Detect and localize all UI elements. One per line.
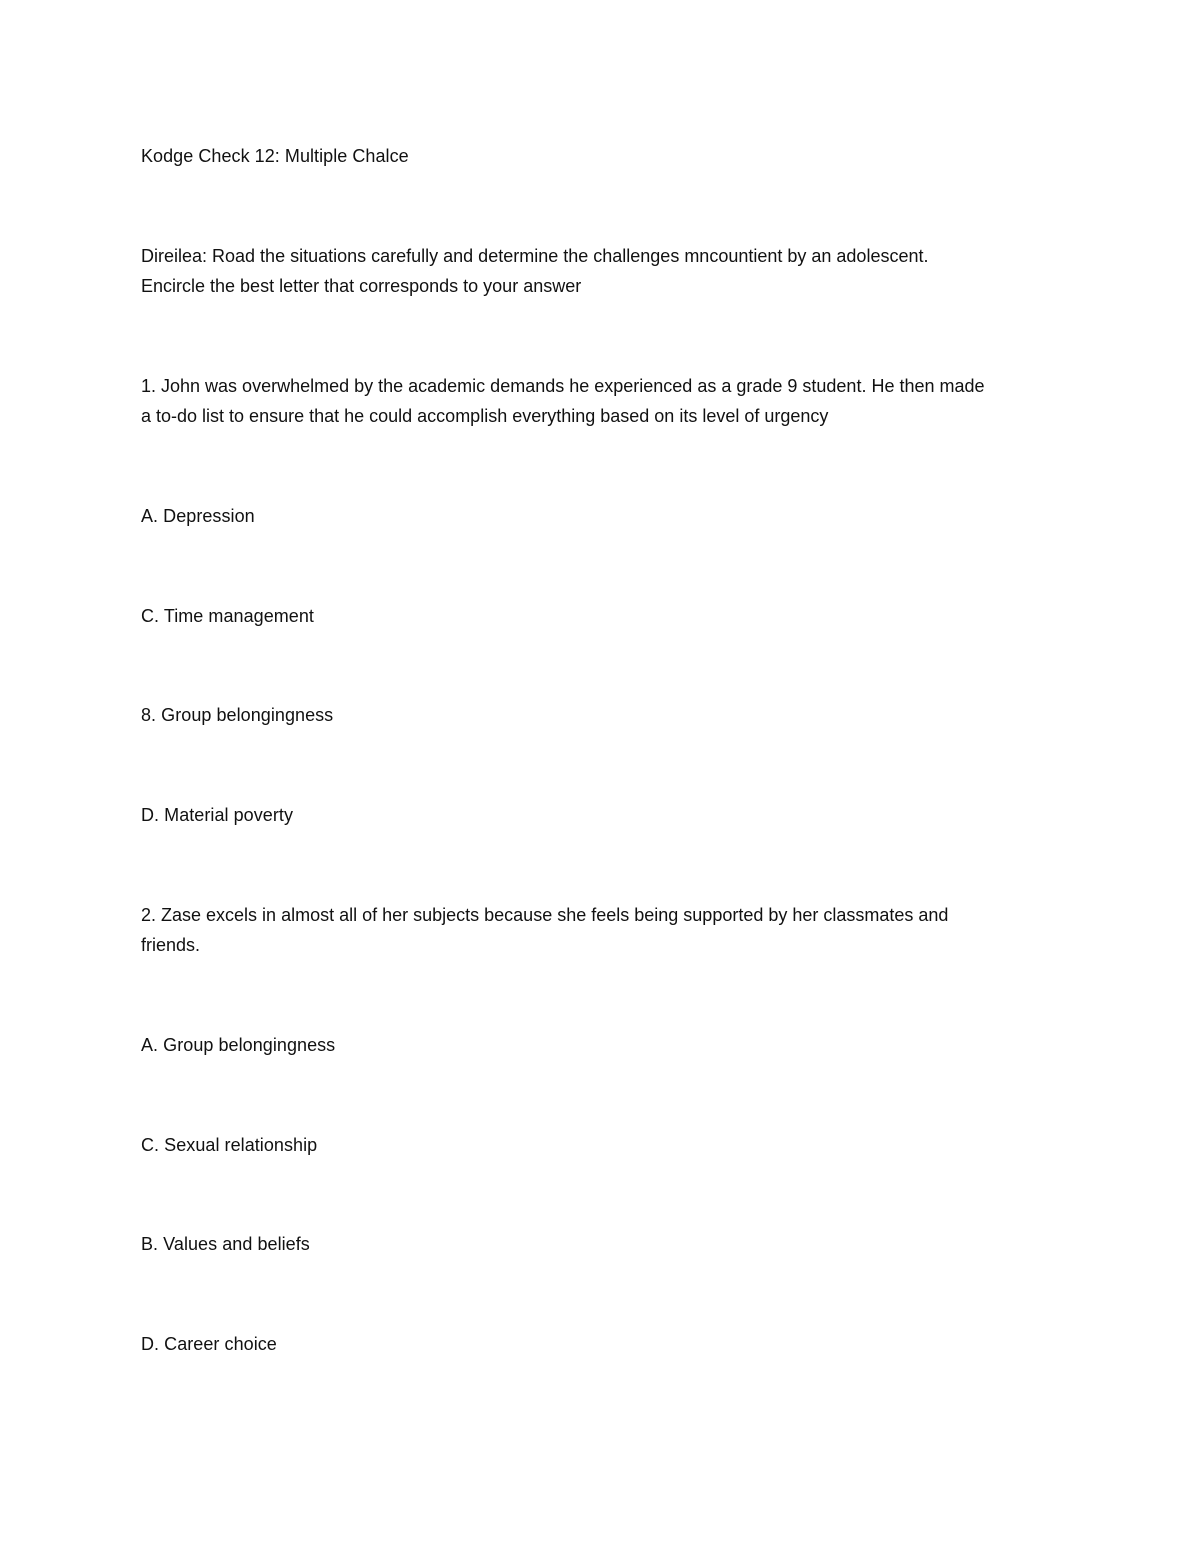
question-1-option[interactable]: C. Time management xyxy=(141,606,314,626)
directions-line-1: Direilea: Road the situations carefully and determine the challenges mncountient by an adolescent. xyxy=(141,246,929,266)
document-title: Kodge Check 12: Multiple Chalce xyxy=(141,146,409,166)
question-2-stem-line-1: 2. Zase excels in almost all of her subjects because she feels being supported by her classmates and xyxy=(141,905,949,925)
question-1-option[interactable]: D. Material poverty xyxy=(141,805,293,825)
question-2-option[interactable]: A. Group belongingness xyxy=(141,1035,336,1055)
directions xyxy=(141,241,1071,301)
question-2-option[interactable]: C. Sexual relationship xyxy=(141,1135,318,1155)
question-1-stem-line-1: 1. John was overwhelmed by the academic demands he experienced as a grade 9 student. He then made xyxy=(141,376,985,396)
question-2-option[interactable]: D. Career choice xyxy=(141,1334,277,1354)
question-2-stem-line-2: friends. xyxy=(141,935,201,955)
question-1-option[interactable]: 8. Group belongingness xyxy=(141,705,334,725)
directions-line-2: Encircle the best letter that corresponds to your answer xyxy=(141,276,582,296)
question-1-option[interactable]: A. Depression xyxy=(141,506,255,526)
question-2-stem xyxy=(141,900,1071,960)
question-1-stem-line-2: a to-do list to ensure that he could accomplish everything based on its level of urgency xyxy=(141,406,829,426)
question-1-stem xyxy=(141,371,1071,431)
question-2-option[interactable]: B. Values and beliefs xyxy=(141,1234,310,1254)
